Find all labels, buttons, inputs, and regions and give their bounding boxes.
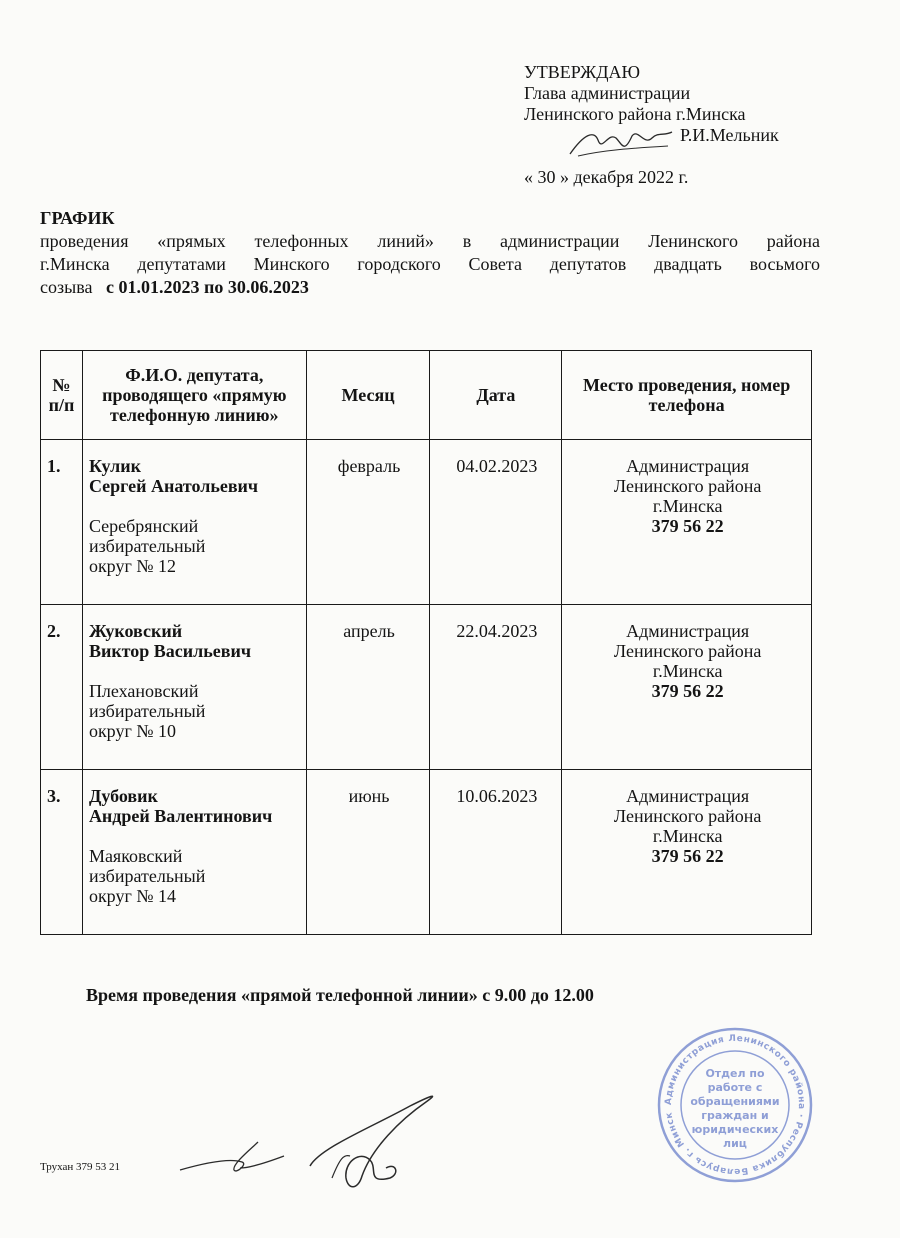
executor-signature: [178, 1140, 288, 1180]
place-line1: Администрация: [626, 621, 750, 641]
approver-position-line2: Ленинского района г.Минска: [524, 104, 746, 124]
place-cell: [562, 440, 812, 605]
table-header-row: [41, 351, 812, 440]
stamp-line2: работе с: [707, 1081, 763, 1094]
title-heading: ГРАФИК: [40, 208, 115, 228]
stamp-line6: лиц: [723, 1137, 747, 1150]
title-line3-prefix: созыва: [40, 277, 93, 297]
deputy-surname: Кулик: [88, 456, 141, 476]
place-line3: г.Минска: [652, 826, 723, 846]
table-row: [41, 440, 812, 605]
stamp-outer-text: Администрация Ленинского района · Республика Беларусь г. Минск: [663, 1033, 807, 1177]
phone-number: 379 56 22: [651, 846, 724, 866]
place-line3: г.Минска: [652, 496, 723, 516]
okrug-line3: округ № 10: [88, 721, 177, 741]
place-line1: Администрация: [626, 456, 750, 476]
okrug-line2: избирательный: [88, 866, 206, 886]
place-line2: Ленинского района: [613, 476, 762, 496]
row-num: 2.: [41, 605, 83, 770]
okrug-line3: округ № 12: [88, 556, 177, 576]
place-line3: г.Минска: [652, 661, 723, 681]
row-num: 1.: [41, 440, 83, 605]
title-line3: [40, 276, 820, 299]
approve-word: УТВЕРЖДАЮ: [524, 62, 641, 82]
place-line2: Ленинского района: [613, 806, 762, 826]
approver-signature: [564, 124, 676, 164]
stamp-line4: граждан и: [701, 1109, 769, 1122]
title-period: с 01.01.2023 по 30.06.2023: [105, 277, 309, 297]
stamp-line1: Отдел по: [705, 1067, 765, 1080]
date-cell: 22.04.2023: [430, 605, 562, 770]
head-signature: [300, 1088, 450, 1198]
phone-number: 379 56 22: [651, 681, 724, 701]
deputy-given-name: Виктор Васильевич: [88, 641, 252, 661]
place-cell: [562, 770, 812, 935]
okrug-line3: округ № 14: [88, 886, 177, 906]
date-cell: 10.06.2023: [430, 770, 562, 935]
row-num: 3.: [41, 770, 83, 935]
phone-number: 379 56 22: [651, 516, 724, 536]
month-cell: апрель: [306, 605, 430, 770]
header-month: Месяц: [306, 351, 430, 440]
place-cell: [562, 605, 812, 770]
okrug-line1: Плехановский: [88, 681, 199, 701]
deputy-surname: Жуковский: [88, 621, 183, 641]
deputy-cell: [82, 770, 306, 935]
schedule-table: [40, 350, 812, 935]
approver-name: Р.И.Мельник: [680, 125, 779, 145]
department-stamp: [655, 1025, 815, 1185]
place-line2: Ленинского района: [613, 641, 762, 661]
deputy-given-name: Андрей Валентинович: [88, 806, 273, 826]
document-title: [40, 207, 820, 299]
date-cell: 04.02.2023: [430, 440, 562, 605]
title-line2: г.Минска депутатами Минского городского Совета депутатов двадцать восьмого: [40, 254, 820, 274]
header-num: № п/п: [41, 351, 83, 440]
okrug-line1: Маяковский: [88, 846, 183, 866]
stamp-line3: обращениями: [690, 1095, 780, 1108]
okrug-line1: Серебрянский: [88, 516, 199, 536]
time-note: Время проведения «прямой телефонной линии» с 9.00 до 12.00: [86, 985, 594, 1005]
header-name: Ф.И.О. депутата, проводящего «прямую телефонную линию»: [82, 351, 306, 440]
table-row: [41, 770, 812, 935]
deputy-surname: Дубовик: [88, 786, 158, 806]
place-line1: Администрация: [626, 786, 750, 806]
executor-contact: Трухан 379 53 21: [40, 1161, 121, 1173]
deputy-cell: [82, 605, 306, 770]
header-date: Дата: [430, 351, 562, 440]
approval-date: « 30 » декабря 2022 г.: [524, 167, 689, 187]
okrug-line2: избирательный: [88, 701, 206, 721]
deputy-given-name: Сергей Анатольевич: [88, 476, 259, 496]
month-cell: февраль: [306, 440, 430, 605]
month-cell: июнь: [306, 770, 430, 935]
deputy-cell: [82, 440, 306, 605]
title-line1: проведения «прямых телефонных линий» в администрации Ленинского района: [40, 231, 820, 251]
header-place: Место проведения, номер телефона: [562, 351, 812, 440]
table-row: [41, 605, 812, 770]
approver-position-line1: Глава администрации: [524, 83, 691, 103]
okrug-line2: избирательный: [88, 536, 206, 556]
stamp-line5: юридических: [691, 1123, 779, 1136]
